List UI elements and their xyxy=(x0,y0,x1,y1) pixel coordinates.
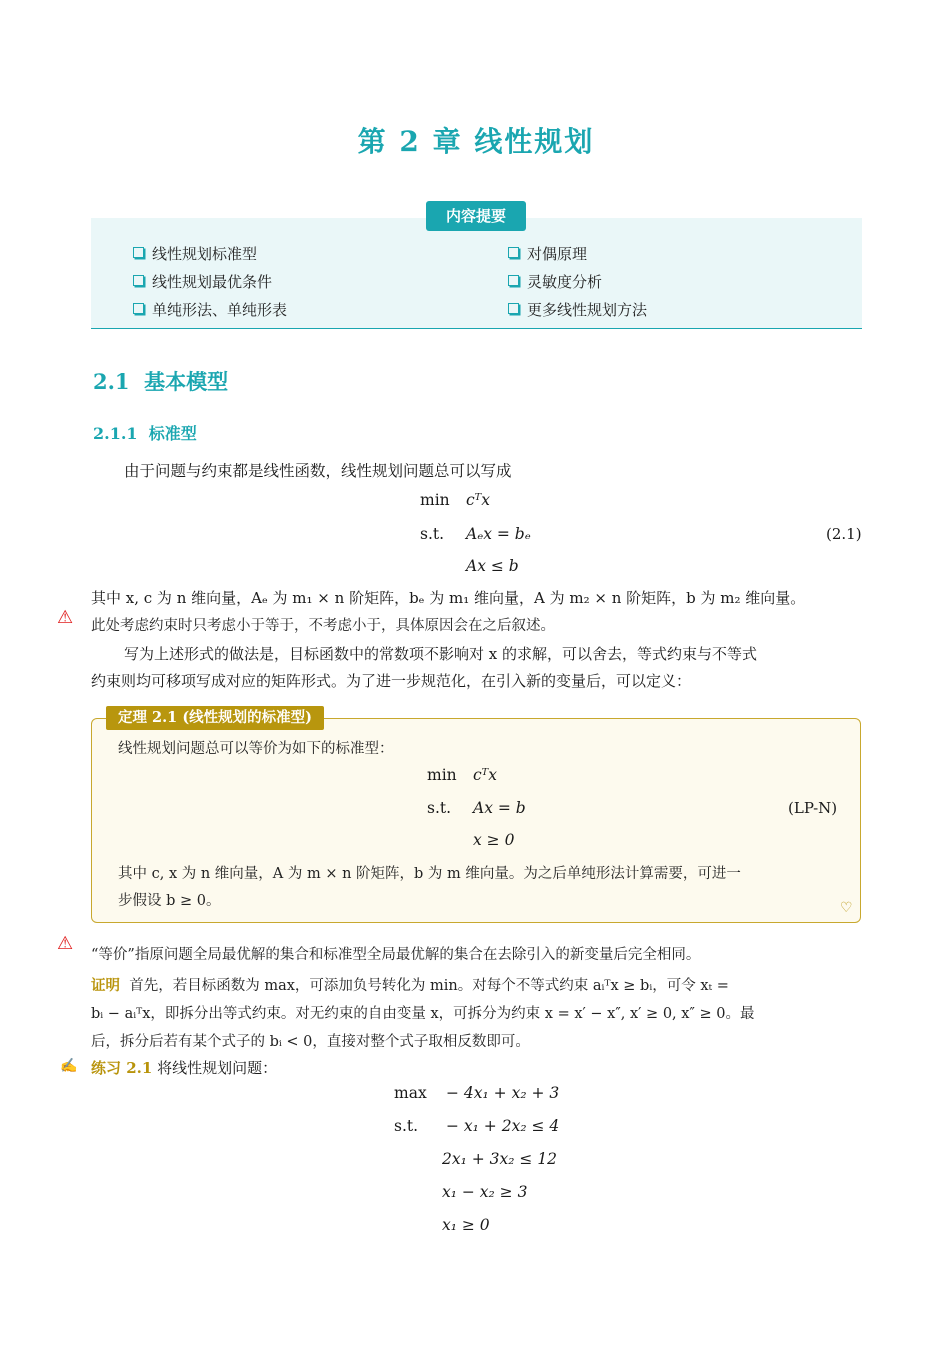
pencil-icon: ✍ xyxy=(60,1058,78,1074)
summary-item: 线性规划最优条件 xyxy=(133,271,272,292)
eq-label: s.t. xyxy=(394,1117,419,1135)
eq-expr: cᵀx xyxy=(466,491,490,509)
summary-item: 单纯形法、单纯形表 xyxy=(133,299,287,320)
checkbox-icon xyxy=(508,247,519,258)
note-text: “等价”指原问题全局最优解的集合和标准型全局最优解的集合在去除引入的新变量后完全相同。 xyxy=(91,947,701,963)
eq-expr: 2x₁ + 3x₂ ≤ 12 xyxy=(442,1150,558,1168)
eq-label: s.t. xyxy=(420,525,445,543)
eq-expr: − x₁ + 2x₂ ≤ 4 xyxy=(446,1117,560,1135)
theorem-intro: 线性规划问题总可以等价为如下的标准型： xyxy=(118,741,394,757)
eq-expr: x ≥ 0 xyxy=(473,831,515,849)
paragraph-line: 约束则均可移项写成对应的矩阵形式。为了进一步规范化，在引入新的变量后，可以定义： xyxy=(91,672,692,690)
checkbox-icon xyxy=(133,303,144,314)
proof-line: 后，拆分后若有某个式子的 bᵢ < 0，直接对整个式子取相反数即可。 xyxy=(91,1034,530,1050)
section-heading: 2.1 基本模型 xyxy=(93,369,229,394)
exercise-label: 练习 2.1 xyxy=(91,1059,153,1077)
note-icon: ⚠ xyxy=(57,607,74,628)
theorem-outro: 步假设 b ≥ 0。 xyxy=(118,893,221,909)
eq-expr: cᵀx xyxy=(473,766,497,784)
summary-item: 对偶原理 xyxy=(508,243,587,264)
theorem-tag: 定理 2.1 (线性规划的标准型) xyxy=(106,706,324,730)
eq-label: min xyxy=(427,766,457,784)
checkbox-icon xyxy=(133,247,144,258)
equation-number: (LP-N) xyxy=(788,799,838,817)
eq-label: min xyxy=(420,491,450,509)
note-icon: ⚠ xyxy=(57,933,74,954)
subsection-heading: 2.1.1 标准型 xyxy=(93,424,197,443)
summary-item: 线性规划标准型 xyxy=(133,243,257,264)
summary-item: 灵敏度分析 xyxy=(508,271,602,292)
eq-label: max xyxy=(394,1084,427,1102)
eq-expr: Ax ≤ b xyxy=(466,557,519,575)
proof-line: bᵢ − aᵢᵀx，即拆分出等式约束。对无约束的自由变量 x，可拆分为约束 x = x′ − x″, x′ ≥ 0, x″ ≥ 0。最 xyxy=(91,1006,755,1022)
eq-label: s.t. xyxy=(427,799,452,817)
paragraph-line: 写为上述形式的做法是，目标函数中的常数项不影响对 x 的求解，可以舍去，等式约束与不等式 xyxy=(124,645,757,663)
proof-label: 证明 xyxy=(91,977,120,994)
proof-line: 证明 首先，若目标函数为 max，可添加负号转化为 min。对每个不等式约束 aᵢᵀx ≥ bᵢ，可令 xₜ = xyxy=(91,977,729,994)
note-text: 此处考虑约束时只考虑小于等于，不考虑小于，具体原因会在之后叙述。 xyxy=(91,618,555,634)
summary-item: 更多线性规划方法 xyxy=(508,299,647,320)
eq-expr: Aₑx = bₑ xyxy=(466,525,531,543)
checkbox-icon xyxy=(508,275,519,286)
equation-number: (2.1) xyxy=(826,525,862,543)
definition-line: 其中 x, c 为 n 维向量，Aₑ 为 m₁ × n 阶矩阵，bₑ 为 m₁ 维向量，A 为 m₂ × n 阶矩阵，b 为 m₂ 维向量。 xyxy=(91,589,806,607)
chapter-title: 第 2 章 线性规划 xyxy=(357,125,595,158)
eq-expr: − 4x₁ + x₂ + 3 xyxy=(446,1084,560,1102)
checkbox-icon xyxy=(133,275,144,286)
eq-expr: x₁ − x₂ ≥ 3 xyxy=(442,1183,528,1201)
eq-expr: x₁ ≥ 0 xyxy=(442,1216,490,1234)
intro-paragraph: 由于问题与约束都是线性函数，线性规划问题总可以写成 xyxy=(124,462,512,480)
exercise-line: 练习 2.1 将线性规划问题： xyxy=(91,1059,278,1077)
checkbox-icon xyxy=(508,303,519,314)
end-of-theorem-icon: ♡ xyxy=(840,900,853,916)
summary-tag: 内容提要 xyxy=(426,201,526,231)
theorem-outro: 其中 c, x 为 n 维向量，A 为 m × n 阶矩阵，b 为 m 维向量。为之后单纯形法计算需要，可进一 xyxy=(118,866,741,882)
eq-expr: Ax = b xyxy=(473,799,526,817)
